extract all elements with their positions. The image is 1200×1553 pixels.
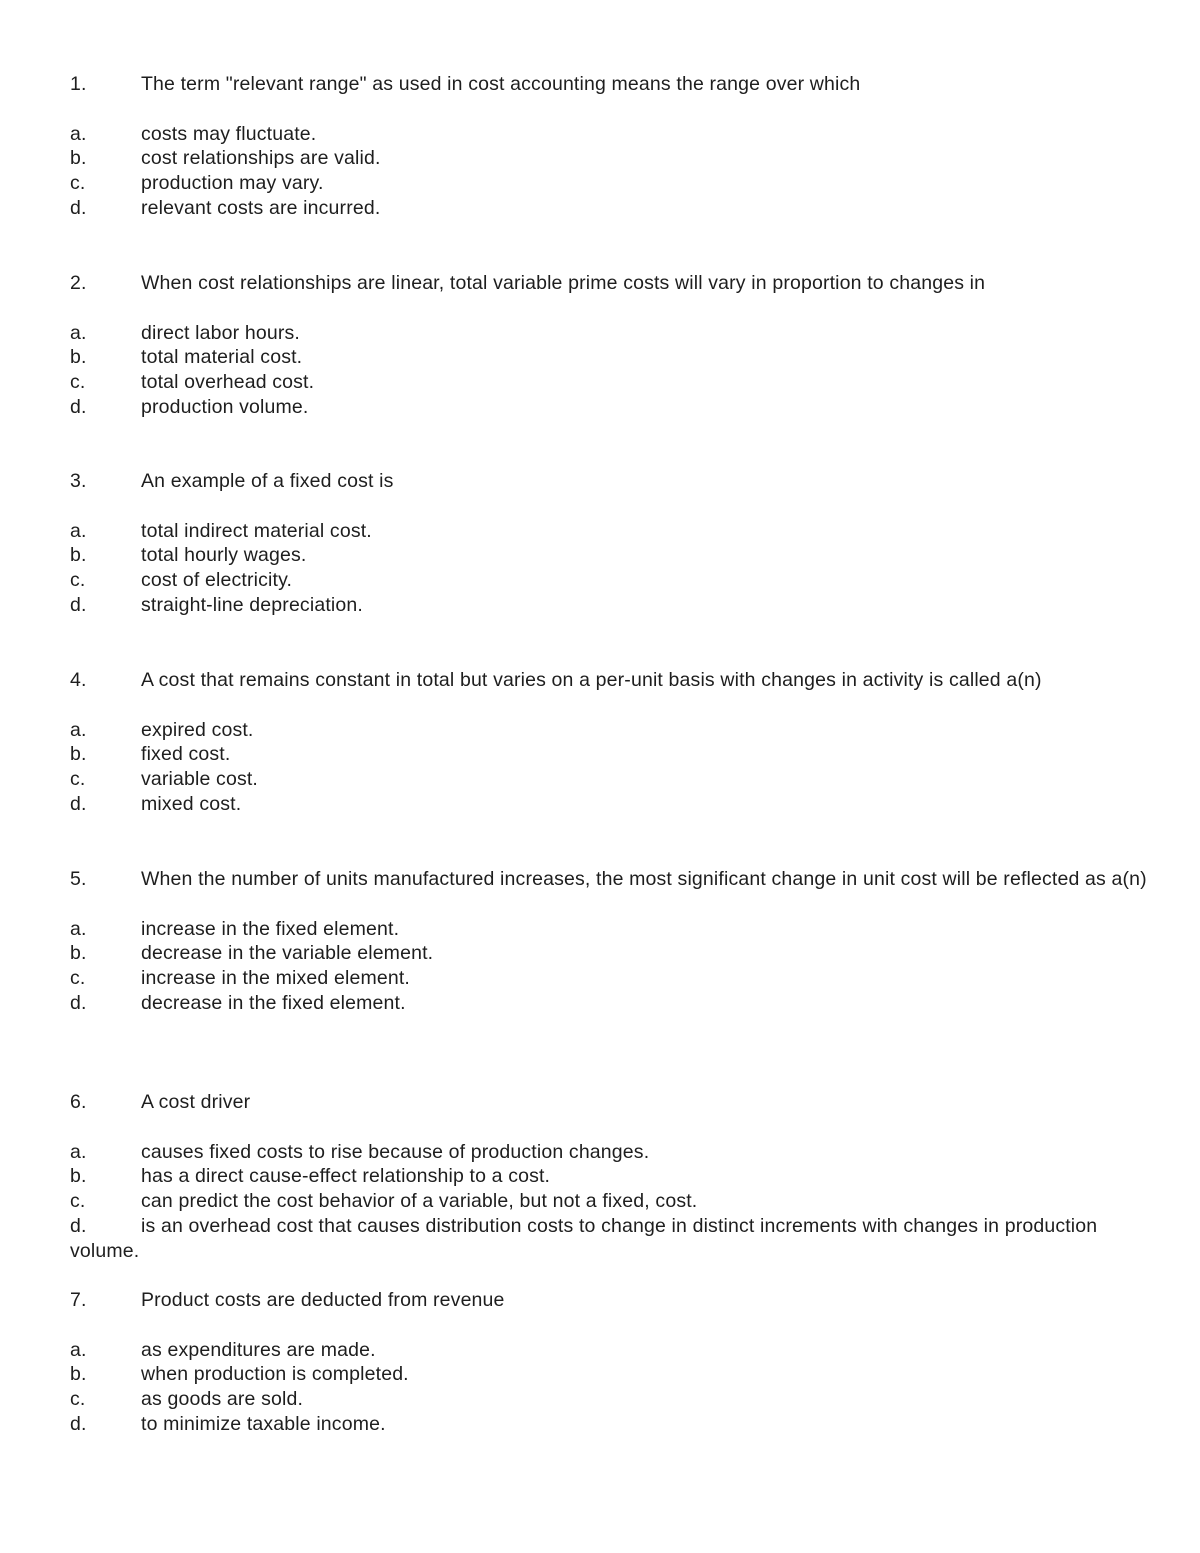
option-letter: c.: [70, 569, 86, 592]
option-letter: c.: [70, 967, 86, 990]
option-letter: c.: [70, 768, 86, 791]
option-letter: a.: [70, 917, 87, 940]
question-stem: [70, 1288, 1150, 1313]
option-c: [70, 171, 1150, 196]
option-letter: d.: [70, 792, 87, 815]
option-letter: b.: [70, 1363, 87, 1386]
question-3: [70, 469, 1150, 618]
answer-options: [70, 1338, 1150, 1437]
option-text: can predict the cost behavior of a variable, but not a fixed, cost.: [141, 1190, 698, 1213]
question-stem: [70, 668, 1150, 693]
answer-options: [70, 122, 1150, 221]
option-c: [70, 1189, 1150, 1214]
option-letter: b.: [70, 346, 87, 369]
option-text: production may vary.: [141, 172, 324, 195]
option-text: total overhead cost.: [141, 371, 315, 394]
question-text: A cost driver: [141, 1091, 251, 1113]
question-6: [70, 1090, 1150, 1263]
question-stem: [70, 72, 1150, 97]
option-d: [70, 196, 1150, 221]
question-5: [70, 867, 1150, 1016]
option-letter: d.: [70, 593, 87, 616]
option-a: [70, 917, 1150, 942]
option-text: expired cost.: [141, 718, 254, 741]
option-text: straight-line depreciation.: [141, 593, 363, 616]
option-b: [70, 543, 1150, 568]
option-letter: d.: [70, 196, 87, 219]
option-text: costs may fluctuate.: [141, 122, 317, 145]
option-text: total indirect material cost.: [141, 519, 372, 542]
question-7: [70, 1288, 1150, 1437]
question-number: 7.: [70, 1289, 87, 1311]
option-text: to minimize taxable income.: [141, 1412, 386, 1435]
answer-options: [70, 519, 1150, 618]
question-4: [70, 668, 1150, 817]
option-b: [70, 345, 1150, 370]
option-letter: c.: [70, 371, 86, 394]
option-text: has a direct cause-effect relationship to a cost.: [141, 1165, 551, 1188]
option-text: decrease in the variable element.: [141, 942, 434, 965]
question-stem: [70, 1090, 1150, 1115]
option-letter: c.: [70, 1388, 86, 1411]
option-letter: c.: [70, 1190, 86, 1213]
option-c: [70, 1387, 1150, 1412]
option-letter: c.: [70, 172, 86, 195]
option-letter: a.: [70, 321, 87, 344]
option-letter: d.: [70, 991, 87, 1014]
option-a: [70, 1338, 1150, 1363]
option-letter: a.: [70, 122, 87, 145]
question-number: 1.: [70, 73, 87, 95]
option-text: is an overhead cost that causes distribution costs to change in distinct increments with changes in production volume.: [70, 1214, 1098, 1262]
option-d: [70, 991, 1150, 1016]
option-letter: b.: [70, 147, 87, 170]
option-letter: d.: [70, 395, 87, 418]
question-1: [70, 72, 1150, 221]
question-number: 5.: [70, 868, 87, 890]
option-text: cost relationships are valid.: [141, 147, 381, 170]
option-letter: a.: [70, 1140, 87, 1163]
question-text: The term "relevant range" as used in cost accounting means the range over which: [141, 73, 861, 95]
option-a: [70, 1140, 1150, 1165]
option-d: [70, 395, 1150, 420]
option-letter: a.: [70, 718, 87, 741]
option-text: when production is completed.: [141, 1363, 409, 1386]
option-letter: b.: [70, 1165, 87, 1188]
option-a: [70, 122, 1150, 147]
option-c: [70, 767, 1150, 792]
option-letter: a.: [70, 1338, 87, 1361]
option-text: cost of electricity.: [141, 569, 293, 592]
answer-options: [70, 321, 1150, 420]
answer-options: [70, 718, 1150, 817]
question-stem: [70, 271, 1150, 296]
option-text: as goods are sold.: [141, 1388, 304, 1411]
option-letter: d.: [70, 1214, 87, 1237]
option-text: causes fixed costs to rise because of production changes.: [141, 1140, 650, 1163]
option-text: relevant costs are incurred.: [141, 196, 381, 219]
option-b: [70, 941, 1150, 966]
option-b: [70, 1362, 1150, 1387]
option-text: total material cost.: [141, 346, 303, 369]
question-stem: [70, 867, 1150, 892]
option-text: increase in the mixed element.: [141, 967, 410, 990]
question-text: When cost relationships are linear, total variable prime costs will vary in proportion to changes in: [141, 272, 986, 294]
question-stem: [70, 469, 1150, 494]
option-d: [70, 1412, 1150, 1437]
option-letter: b.: [70, 743, 87, 766]
option-c: [70, 568, 1150, 593]
option-c: [70, 370, 1150, 395]
question-number: 6.: [70, 1091, 87, 1113]
question-number: 3.: [70, 470, 87, 492]
option-letter: b.: [70, 942, 87, 965]
option-text: as expenditures are made.: [141, 1338, 376, 1361]
question-number: 4.: [70, 669, 87, 691]
option-b: [70, 146, 1150, 171]
option-c: [70, 966, 1150, 991]
question-text: Product costs are deducted from revenue: [141, 1289, 505, 1311]
option-text: mixed cost.: [141, 792, 242, 815]
answer-options: [70, 1140, 1150, 1264]
option-b: [70, 742, 1150, 767]
question-text: An example of a fixed cost is: [141, 470, 394, 492]
option-text: production volume.: [141, 395, 309, 418]
option-a: [70, 321, 1150, 346]
option-a: [70, 519, 1150, 544]
option-a: [70, 718, 1150, 743]
option-letter: a.: [70, 519, 87, 542]
option-text: decrease in the fixed element.: [141, 991, 406, 1014]
option-d: [70, 593, 1150, 618]
option-letter: b.: [70, 544, 87, 567]
option-d: [70, 1214, 1150, 1264]
question-text: When the number of units manufactured increases, the most significant change in unit cost will be reflected as a(n): [141, 868, 1147, 890]
option-text: increase in the fixed element.: [141, 917, 400, 940]
option-d: [70, 792, 1150, 817]
question-number: 2.: [70, 272, 87, 294]
option-letter: d.: [70, 1412, 87, 1435]
option-text: variable cost.: [141, 768, 258, 791]
option-b: [70, 1164, 1150, 1189]
question-text: A cost that remains constant in total but varies on a per-unit basis with changes in activity is called a(n): [141, 669, 1042, 691]
answer-options: [70, 917, 1150, 1016]
option-text: fixed cost.: [141, 743, 231, 766]
question-2: [70, 271, 1150, 420]
option-text: total hourly wages.: [141, 544, 307, 567]
option-text: direct labor hours.: [141, 321, 300, 344]
